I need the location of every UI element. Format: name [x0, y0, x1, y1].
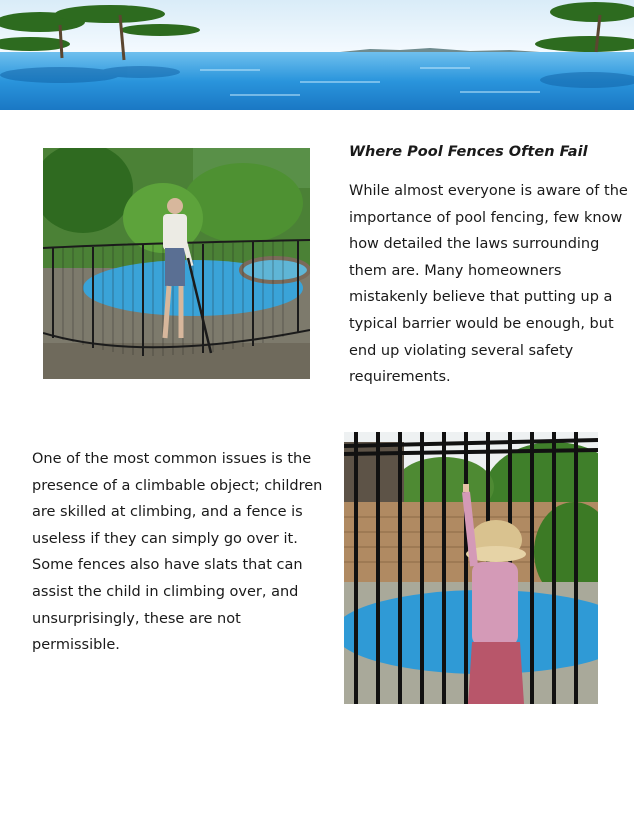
header-banner-image	[0, 0, 634, 110]
article-paragraph-2: One of the most common issues is the presence of a climbable object; children are skilled at climbing, and a fence is useless if they can simply go over it. Some fences also have slats that can assist the child in climbing over, and unsurprisingly, these are not permissible.	[32, 451, 323, 654]
pool-fence-man-photo	[43, 148, 310, 379]
article-heading: Where Pool Fences Often Fail	[349, 144, 588, 160]
child-pool-gate-photo	[344, 432, 598, 704]
article-paragraph-1: While almost everyone is aware of the importance of pool fencing, few know how detailed the laws surrounding them are. Many homeowners mistakenly believe that putting up a typical barrier would be enough, but end up violating several safety requirements.	[349, 183, 628, 386]
